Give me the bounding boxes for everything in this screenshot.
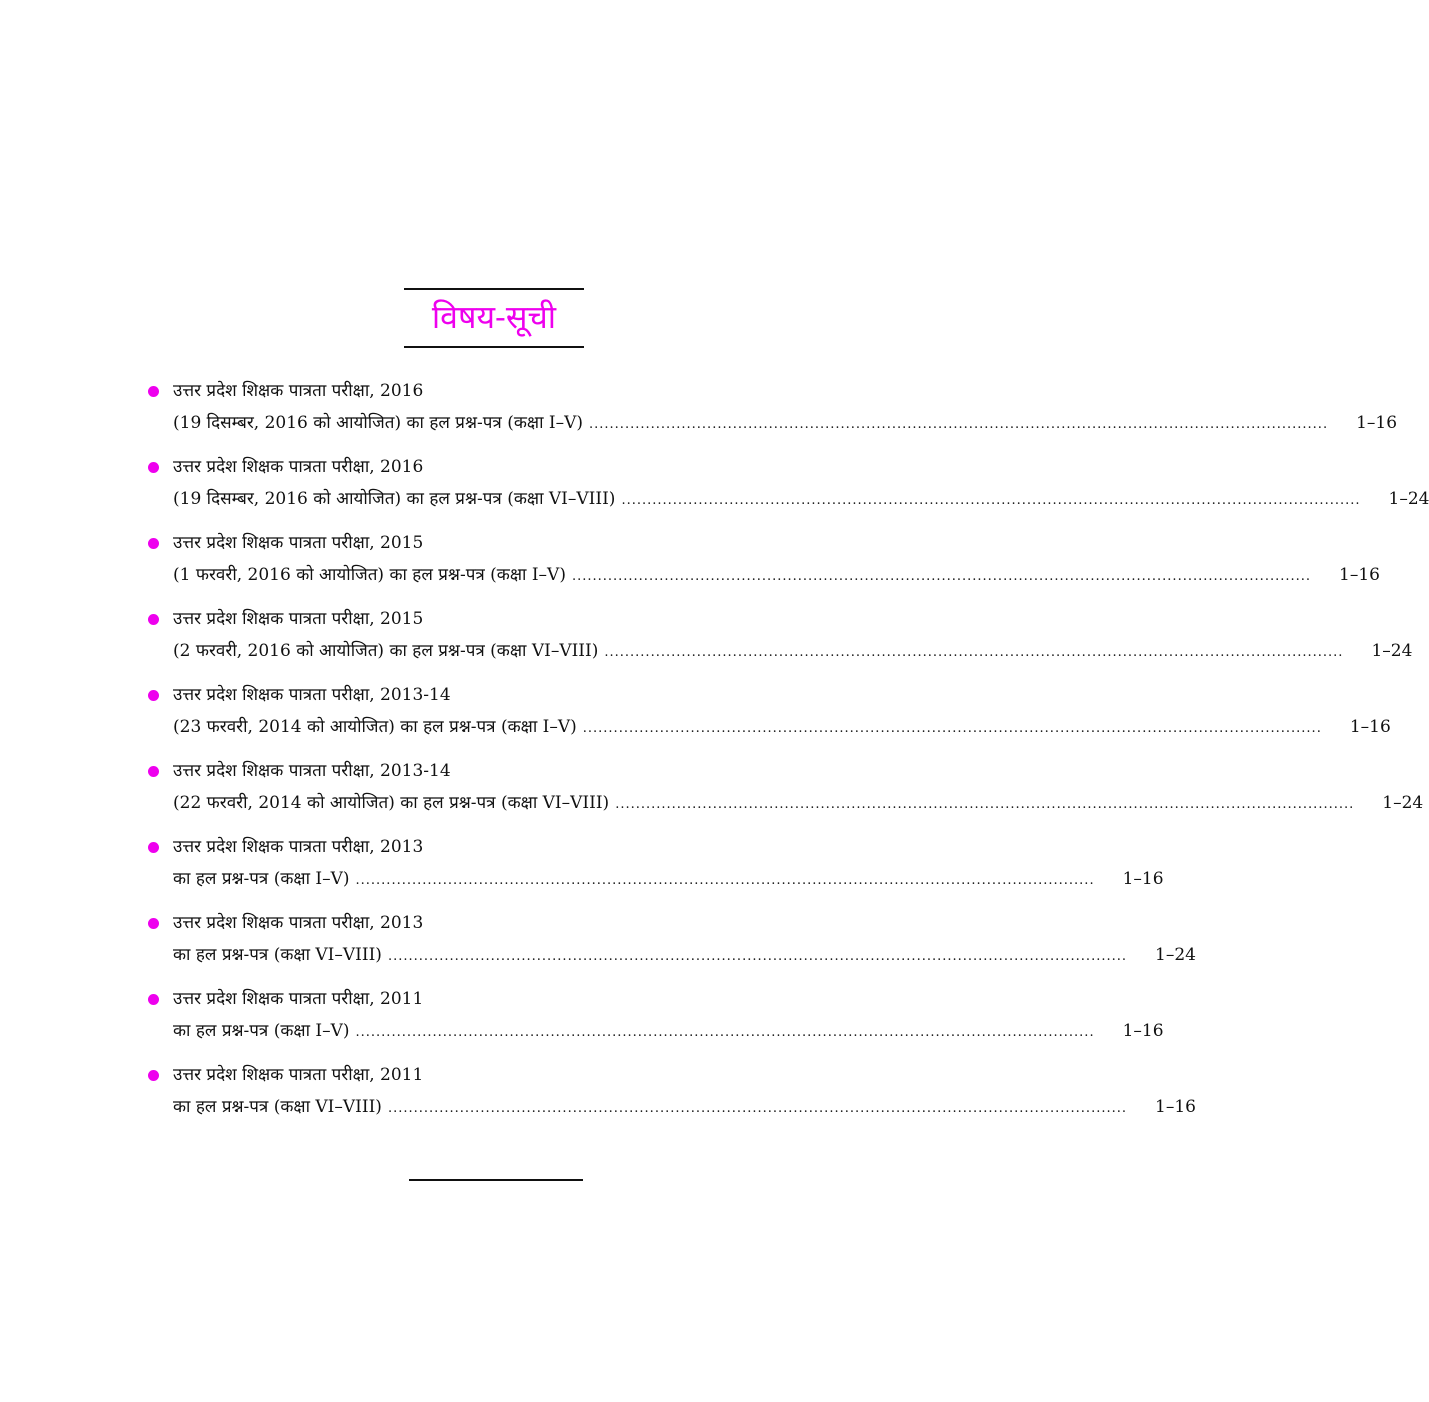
toc-entry-description: (19 दिसम्बर, 2016 को आयोजित) का हल प्रश्न-पत्र (कक्षा I–V) xyxy=(173,413,584,433)
toc-entry-pages: 1–16 xyxy=(1356,413,1398,433)
end-rule xyxy=(409,1179,583,1181)
toc-entry xyxy=(140,679,1391,755)
toc-entry-description: का हल प्रश्न-पत्र (कक्षा VI–VIII) xyxy=(173,945,382,965)
toc-entry xyxy=(140,983,1164,1059)
toc-entry-detail-row xyxy=(173,863,1164,895)
toc-entry-detail-row xyxy=(173,635,1413,667)
toc-entry xyxy=(140,527,1380,603)
toc-entry-pages: 1–24 xyxy=(1371,641,1413,661)
bullet-icon xyxy=(148,918,159,929)
toc-entry-heading: उत्तर प्रदेश शिक्षक पात्रता परीक्षा, 2016 xyxy=(173,381,424,401)
toc-entry-description: का हल प्रश्न-पत्र (कक्षा I–V) xyxy=(173,869,350,889)
dot-leader: ................................................................................................................................................ xyxy=(387,949,1127,964)
toc-entry xyxy=(140,1059,1196,1135)
table-of-contents xyxy=(140,375,1429,1135)
dot-leader: ................................................................................................................................................ xyxy=(615,797,1355,812)
dot-leader: ................................................................................................................................................ xyxy=(387,1101,1127,1116)
bullet-icon xyxy=(148,766,159,777)
toc-entry-description: (1 फरवरी, 2016 को आयोजित) का हल प्रश्न-पत्र (कक्षा I–V) xyxy=(173,565,566,585)
bullet-icon xyxy=(148,1070,159,1081)
bullet-icon xyxy=(148,994,159,1005)
toc-entry-description: (2 फरवरी, 2016 को आयोजित) का हल प्रश्न-पत्र (कक्षा VI–VIII) xyxy=(173,641,599,661)
toc-entry-heading: उत्तर प्रदेश शिक्षक पात्रता परीक्षा, 2011 xyxy=(173,989,424,1009)
dot-leader: ................................................................................................................................................ xyxy=(621,493,1361,508)
bullet-icon xyxy=(148,842,159,853)
dot-leader: ................................................................................................................................................ xyxy=(355,873,1095,888)
toc-entry-detail-row xyxy=(173,787,1424,819)
toc-entry-pages: 1–16 xyxy=(1122,869,1164,889)
dot-leader: ................................................................................................................................................ xyxy=(589,417,1329,432)
toc-entry-pages: 1–24 xyxy=(1388,489,1429,509)
toc-entry-pages: 1–16 xyxy=(1349,717,1391,737)
toc-entry-detail-row xyxy=(173,483,1429,515)
toc-entry-heading: उत्तर प्रदेश शिक्षक पात्रता परीक्षा, 2015 xyxy=(173,533,424,553)
toc-entry xyxy=(140,375,1398,451)
bullet-icon xyxy=(148,690,159,701)
toc-entry-detail-row xyxy=(173,1091,1196,1123)
toc-entry-description: (19 दिसम्बर, 2016 को आयोजित) का हल प्रश्न-पत्र (कक्षा VI–VIII) xyxy=(173,489,616,509)
dot-leader: ................................................................................................................................................ xyxy=(571,569,1312,584)
toc-entry-pages: 1–24 xyxy=(1155,945,1196,965)
toc-entry-detail-row xyxy=(173,559,1380,591)
dot-leader: ................................................................................................................................................ xyxy=(604,645,1344,660)
toc-entry-pages: 1–16 xyxy=(1122,1021,1164,1041)
title-bottom-rule xyxy=(404,346,584,348)
toc-entry-pages: 1–24 xyxy=(1382,793,1424,813)
dot-leader: ................................................................................................................................................ xyxy=(582,721,1322,736)
toc-entry-detail-row xyxy=(173,407,1398,439)
toc-entry-heading: उत्तर प्रदेश शिक्षक पात्रता परीक्षा, 2013 xyxy=(173,913,424,933)
toc-entry xyxy=(140,451,1429,527)
toc-entry-pages: 1–16 xyxy=(1155,1097,1196,1117)
title-top-rule xyxy=(404,288,584,290)
toc-entry xyxy=(140,603,1413,679)
toc-entry xyxy=(140,831,1164,907)
toc-entry-description: (23 फरवरी, 2014 को आयोजित) का हल प्रश्न-पत्र (कक्षा I–V) xyxy=(173,717,577,737)
toc-entry-heading: उत्तर प्रदेश शिक्षक पात्रता परीक्षा, 2016 xyxy=(173,457,424,477)
bullet-icon xyxy=(148,462,159,473)
bullet-icon xyxy=(148,614,159,625)
toc-entry-pages: 1–16 xyxy=(1339,565,1380,585)
toc-entry-detail-row xyxy=(173,711,1391,743)
toc-entry-detail-row xyxy=(173,939,1196,971)
toc-entry-heading: उत्तर प्रदेश शिक्षक पात्रता परीक्षा, 2013-14 xyxy=(173,761,451,781)
toc-entry xyxy=(140,907,1196,983)
toc-entry-heading: उत्तर प्रदेश शिक्षक पात्रता परीक्षा, 2013-14 xyxy=(173,685,451,705)
title-block xyxy=(404,288,584,348)
toc-entry-description: का हल प्रश्न-पत्र (कक्षा VI–VIII) xyxy=(173,1097,382,1117)
toc-entry-heading: उत्तर प्रदेश शिक्षक पात्रता परीक्षा, 2013 xyxy=(173,837,424,857)
toc-entry-description: का हल प्रश्न-पत्र (कक्षा I–V) xyxy=(173,1021,350,1041)
bullet-icon xyxy=(148,386,159,397)
toc-entry-heading: उत्तर प्रदेश शिक्षक पात्रता परीक्षा, 2011 xyxy=(173,1065,424,1085)
dot-leader: ................................................................................................................................................ xyxy=(355,1025,1095,1040)
toc-entry xyxy=(140,755,1424,831)
toc-entry-heading: उत्तर प्रदेश शिक्षक पात्रता परीक्षा, 2015 xyxy=(173,609,424,629)
page-title: विषय-सूची xyxy=(431,298,557,336)
toc-entry-detail-row xyxy=(173,1015,1164,1047)
toc-entry-description: (22 फरवरी, 2014 को आयोजित) का हल प्रश्न-पत्र (कक्षा VI–VIII) xyxy=(173,793,610,813)
bullet-icon xyxy=(148,538,159,549)
